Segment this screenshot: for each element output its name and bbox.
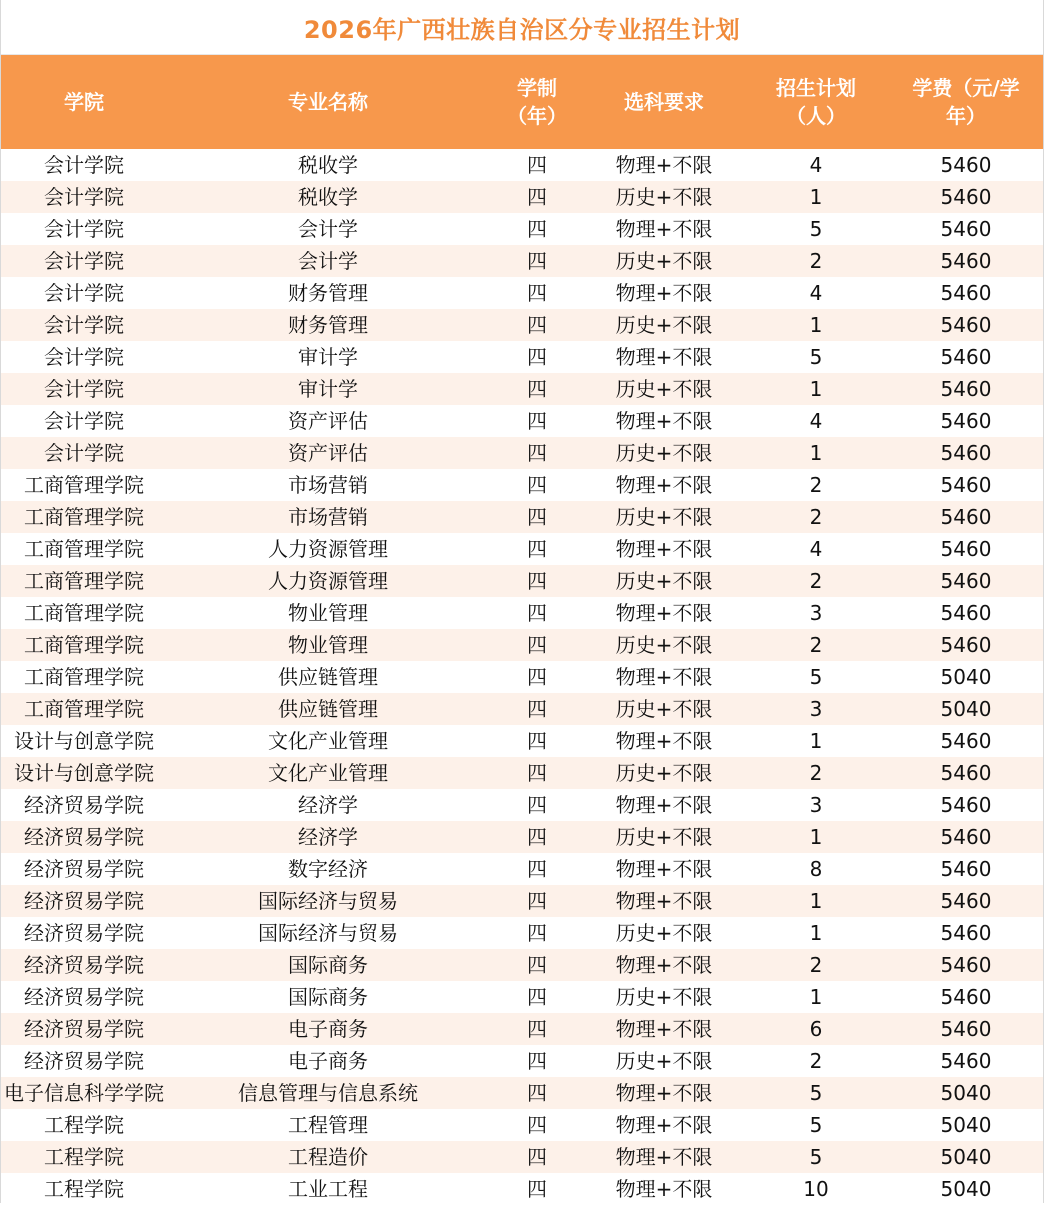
- quota-cell: 3: [809, 601, 823, 625]
- subjects-cell: 历史+不限: [615, 697, 713, 721]
- fee-cell: 5460: [940, 569, 992, 593]
- years-cell: 四: [527, 185, 547, 209]
- fee-cell: 5460: [940, 825, 992, 849]
- quota-cell: 2: [809, 633, 823, 657]
- subjects-cell: 历史+不限: [615, 921, 713, 945]
- subjects-cell: 物理+不限: [615, 601, 713, 625]
- quota-cell: 5: [809, 665, 823, 689]
- table-row: [1, 629, 1043, 661]
- quota-cell: 2: [809, 249, 823, 273]
- table-row: [1, 469, 1043, 501]
- fee-cell: 5040: [940, 1113, 992, 1137]
- college-cell: 经济贸易学院: [24, 793, 144, 817]
- table-header: [1, 55, 1043, 149]
- fee-cell: 5460: [940, 153, 992, 177]
- major-cell: 国际商务: [288, 985, 368, 1009]
- table-row: [1, 437, 1043, 469]
- years-cell: 四: [527, 1177, 547, 1201]
- table-row: [1, 309, 1043, 341]
- fee-cell: 5040: [940, 1145, 992, 1169]
- major-cell: 数字经济: [288, 857, 368, 881]
- major-cell: 文化产业管理: [268, 761, 388, 785]
- table-row: [1, 949, 1043, 981]
- fee-cell: 5460: [940, 633, 992, 657]
- years-cell: 四: [527, 217, 547, 241]
- college-cell: 经济贸易学院: [24, 889, 144, 913]
- subjects-cell: 历史+不限: [615, 377, 713, 401]
- college-cell: 会计学院: [44, 281, 124, 305]
- major-cell: 审计学: [298, 377, 358, 401]
- major-cell: 电子商务: [288, 1017, 368, 1041]
- major-cell: 税收学: [298, 153, 358, 177]
- table-row: [1, 853, 1043, 885]
- major-cell: 文化产业管理: [268, 729, 388, 753]
- header-years: 学制 （年）: [507, 76, 567, 128]
- quota-cell: 4: [809, 153, 823, 177]
- subjects-cell: 历史+不限: [615, 313, 713, 337]
- major-cell: 国际经济与贸易: [258, 889, 398, 913]
- subjects-cell: 物理+不限: [615, 953, 713, 977]
- years-cell: 四: [527, 633, 547, 657]
- fee-cell: 5460: [940, 505, 992, 529]
- college-cell: 工商管理学院: [24, 633, 144, 657]
- college-cell: 工商管理学院: [24, 505, 144, 529]
- fee-cell: 5460: [940, 441, 992, 465]
- major-cell: 税收学: [298, 185, 358, 209]
- college-cell: 工商管理学院: [24, 473, 144, 497]
- fee-cell: 5460: [940, 601, 992, 625]
- major-cell: 人力资源管理: [268, 537, 388, 561]
- major-cell: 资产评估: [288, 409, 368, 433]
- quota-cell: 4: [809, 281, 823, 305]
- years-cell: 四: [527, 953, 547, 977]
- college-cell: 经济贸易学院: [24, 857, 144, 881]
- subjects-cell: 历史+不限: [615, 185, 713, 209]
- major-cell: 国际经济与贸易: [258, 921, 398, 945]
- fee-cell: 5460: [940, 281, 992, 305]
- years-cell: 四: [527, 377, 547, 401]
- college-cell: 会计学院: [44, 377, 124, 401]
- header-row: [1, 55, 1043, 149]
- major-cell: 国际商务: [288, 953, 368, 977]
- quota-cell: 2: [809, 761, 823, 785]
- subjects-cell: 物理+不限: [615, 217, 713, 241]
- years-cell: 四: [527, 825, 547, 849]
- college-cell: 经济贸易学院: [24, 1017, 144, 1041]
- quota-cell: 6: [809, 1017, 823, 1041]
- subjects-cell: 物理+不限: [615, 1081, 713, 1105]
- table-row: [1, 885, 1043, 917]
- quota-cell: 1: [809, 985, 823, 1009]
- quota-cell: 2: [809, 1049, 823, 1073]
- fee-cell: 5460: [940, 1017, 992, 1041]
- subjects-cell: 历史+不限: [615, 569, 713, 593]
- table-row: [1, 213, 1043, 245]
- years-cell: 四: [527, 665, 547, 689]
- table-row: [1, 1141, 1043, 1173]
- fee-cell: 5460: [940, 953, 992, 977]
- fee-cell: 5460: [940, 249, 992, 273]
- college-cell: 工程学院: [44, 1177, 124, 1201]
- college-cell: 经济贸易学院: [24, 985, 144, 1009]
- header-major: 专业名称: [288, 90, 368, 114]
- quota-cell: 5: [809, 217, 823, 241]
- years-cell: 四: [527, 505, 547, 529]
- college-cell: 会计学院: [44, 185, 124, 209]
- subjects-cell: 物理+不限: [615, 409, 713, 433]
- table-row: [1, 597, 1043, 629]
- table-row: [1, 277, 1043, 309]
- table-row: [1, 725, 1043, 757]
- table-row: [1, 181, 1043, 213]
- years-cell: 四: [527, 601, 547, 625]
- fee-cell: 5460: [940, 1049, 992, 1073]
- college-cell: 会计学院: [44, 153, 124, 177]
- title-bar: [1, 0, 1043, 55]
- page-title: 2026年广西壮族自治区分专业招生计划: [303, 15, 741, 44]
- quota-cell: 1: [809, 729, 823, 753]
- subjects-cell: 物理+不限: [615, 153, 713, 177]
- years-cell: 四: [527, 889, 547, 913]
- quota-cell: 5: [809, 1113, 823, 1137]
- years-cell: 四: [527, 761, 547, 785]
- college-cell: 会计学院: [44, 345, 124, 369]
- quota-cell: 5: [809, 1081, 823, 1105]
- table-row: [1, 1077, 1043, 1109]
- years-cell: 四: [527, 697, 547, 721]
- table-row: [1, 757, 1043, 789]
- subjects-cell: 历史+不限: [615, 633, 713, 657]
- fee-cell: 5460: [940, 889, 992, 913]
- quota-cell: 1: [809, 185, 823, 209]
- quota-cell: 2: [809, 569, 823, 593]
- table-row: [1, 693, 1043, 725]
- college-cell: 会计学院: [44, 441, 124, 465]
- table-row: [1, 789, 1043, 821]
- college-cell: 经济贸易学院: [24, 1049, 144, 1073]
- fee-cell: 5460: [940, 345, 992, 369]
- subjects-cell: 物理+不限: [615, 729, 713, 753]
- quota-cell: 1: [809, 889, 823, 913]
- years-cell: 四: [527, 537, 547, 561]
- table-row: [1, 661, 1043, 693]
- quota-cell: 1: [809, 921, 823, 945]
- table-row: [1, 565, 1043, 597]
- subjects-cell: 物理+不限: [615, 793, 713, 817]
- college-cell: 工程学院: [44, 1145, 124, 1169]
- subjects-cell: 物理+不限: [615, 281, 713, 305]
- table-row: [1, 373, 1043, 405]
- table-row: [1, 1045, 1043, 1077]
- subjects-cell: 物理+不限: [615, 345, 713, 369]
- fee-cell: 5460: [940, 761, 992, 785]
- quota-cell: 5: [809, 1145, 823, 1169]
- fee-cell: 5460: [940, 185, 992, 209]
- subjects-cell: 物理+不限: [615, 537, 713, 561]
- major-cell: 会计学: [298, 217, 358, 241]
- subjects-cell: 物理+不限: [615, 473, 713, 497]
- college-cell: 会计学院: [44, 313, 124, 337]
- table-row: [1, 1173, 1043, 1205]
- major-cell: 物业管理: [288, 601, 368, 625]
- quota-cell: 1: [809, 825, 823, 849]
- years-cell: 四: [527, 409, 547, 433]
- subjects-cell: 历史+不限: [615, 825, 713, 849]
- years-cell: 四: [527, 985, 547, 1009]
- fee-cell: 5460: [940, 729, 992, 753]
- fee-cell: 5040: [940, 665, 992, 689]
- table-row: [1, 341, 1043, 373]
- quota-cell: 1: [809, 313, 823, 337]
- table-row: [1, 501, 1043, 533]
- major-cell: 市场营销: [288, 505, 368, 529]
- subjects-cell: 物理+不限: [615, 1145, 713, 1169]
- table-row: [1, 149, 1043, 181]
- header-subjects: 选科要求: [624, 90, 704, 114]
- subjects-cell: 历史+不限: [615, 761, 713, 785]
- years-cell: 四: [527, 345, 547, 369]
- fee-cell: 5460: [940, 857, 992, 881]
- fee-cell: 5460: [940, 377, 992, 401]
- subjects-cell: 历史+不限: [615, 985, 713, 1009]
- quota-cell: 2: [809, 473, 823, 497]
- header-quota: 招生计划 （人）: [776, 76, 856, 128]
- fee-cell: 5460: [940, 473, 992, 497]
- college-cell: 经济贸易学院: [24, 825, 144, 849]
- header-college: 学院: [64, 90, 104, 114]
- major-cell: 电子商务: [288, 1049, 368, 1073]
- years-cell: 四: [527, 793, 547, 817]
- table-row: [1, 1013, 1043, 1045]
- years-cell: 四: [527, 1145, 547, 1169]
- fee-cell: 5460: [940, 217, 992, 241]
- subjects-cell: 历史+不限: [615, 505, 713, 529]
- table-row: [1, 405, 1043, 437]
- fee-cell: 5460: [940, 921, 992, 945]
- header-fee: 学费（元/学 年）: [912, 76, 1020, 128]
- quota-cell: 3: [809, 697, 823, 721]
- subjects-cell: 物理+不限: [615, 665, 713, 689]
- years-cell: 四: [527, 729, 547, 753]
- table-row: [1, 821, 1043, 853]
- major-cell: 经济学: [298, 825, 358, 849]
- quota-cell: 2: [809, 953, 823, 977]
- major-cell: 审计学: [298, 345, 358, 369]
- table-row: [1, 533, 1043, 565]
- years-cell: 四: [527, 857, 547, 881]
- fee-cell: 5040: [940, 697, 992, 721]
- college-cell: 经济贸易学院: [24, 953, 144, 977]
- fee-cell: 5460: [940, 537, 992, 561]
- table-row: [1, 1109, 1043, 1141]
- quota-cell: 1: [809, 377, 823, 401]
- years-cell: 四: [527, 921, 547, 945]
- quota-cell: 4: [809, 537, 823, 561]
- years-cell: 四: [527, 1017, 547, 1041]
- subjects-cell: 物理+不限: [615, 1017, 713, 1041]
- years-cell: 四: [527, 1113, 547, 1137]
- college-cell: 会计学院: [44, 217, 124, 241]
- major-cell: 供应链管理: [278, 697, 378, 721]
- college-cell: 设计与创意学院: [14, 729, 154, 753]
- college-cell: 工商管理学院: [24, 537, 144, 561]
- years-cell: 四: [527, 569, 547, 593]
- college-cell: 会计学院: [44, 249, 124, 273]
- major-cell: 资产评估: [288, 441, 368, 465]
- college-cell: 设计与创意学院: [14, 761, 154, 785]
- subjects-cell: 历史+不限: [615, 441, 713, 465]
- major-cell: 供应链管理: [278, 665, 378, 689]
- major-cell: 工程造价: [288, 1145, 368, 1169]
- major-cell: 财务管理: [288, 313, 368, 337]
- college-cell: 工商管理学院: [24, 601, 144, 625]
- years-cell: 四: [527, 473, 547, 497]
- major-cell: 市场营销: [288, 473, 368, 497]
- subjects-cell: 物理+不限: [615, 889, 713, 913]
- years-cell: 四: [527, 153, 547, 177]
- subjects-cell: 物理+不限: [615, 1177, 713, 1201]
- fee-cell: 5460: [940, 985, 992, 1009]
- college-cell: 工程学院: [44, 1113, 124, 1137]
- college-cell: 会计学院: [44, 409, 124, 433]
- major-cell: 会计学: [298, 249, 358, 273]
- college-cell: 工商管理学院: [24, 665, 144, 689]
- quota-cell: 10: [803, 1177, 829, 1201]
- quota-cell: 4: [809, 409, 823, 433]
- major-cell: 工业工程: [288, 1177, 368, 1201]
- table-row: [1, 917, 1043, 949]
- subjects-cell: 历史+不限: [615, 249, 713, 273]
- major-cell: 信息管理与信息系统: [238, 1081, 418, 1105]
- years-cell: 四: [527, 281, 547, 305]
- enrollment-table: [1, 55, 1043, 1205]
- fee-cell: 5040: [940, 1081, 992, 1105]
- fee-cell: 5460: [940, 409, 992, 433]
- years-cell: 四: [527, 441, 547, 465]
- college-cell: 电子信息科学学院: [4, 1081, 164, 1105]
- subjects-cell: 物理+不限: [615, 857, 713, 881]
- major-cell: 经济学: [298, 793, 358, 817]
- fee-cell: 5040: [940, 1177, 992, 1201]
- quota-cell: 2: [809, 505, 823, 529]
- years-cell: 四: [527, 1049, 547, 1073]
- quota-cell: 3: [809, 793, 823, 817]
- fee-cell: 5460: [940, 313, 992, 337]
- major-cell: 工程管理: [288, 1113, 368, 1137]
- quota-cell: 5: [809, 345, 823, 369]
- college-cell: 工商管理学院: [24, 569, 144, 593]
- table-row: [1, 981, 1043, 1013]
- major-cell: 人力资源管理: [268, 569, 388, 593]
- years-cell: 四: [527, 1081, 547, 1105]
- years-cell: 四: [527, 313, 547, 337]
- subjects-cell: 物理+不限: [615, 1113, 713, 1137]
- table-body: [1, 149, 1043, 1205]
- fee-cell: 5460: [940, 793, 992, 817]
- college-cell: 经济贸易学院: [24, 921, 144, 945]
- major-cell: 财务管理: [288, 281, 368, 305]
- years-cell: 四: [527, 249, 547, 273]
- major-cell: 物业管理: [288, 633, 368, 657]
- subjects-cell: 历史+不限: [615, 1049, 713, 1073]
- table-row: [1, 245, 1043, 277]
- quota-cell: 8: [809, 857, 823, 881]
- college-cell: 工商管理学院: [24, 697, 144, 721]
- quota-cell: 1: [809, 441, 823, 465]
